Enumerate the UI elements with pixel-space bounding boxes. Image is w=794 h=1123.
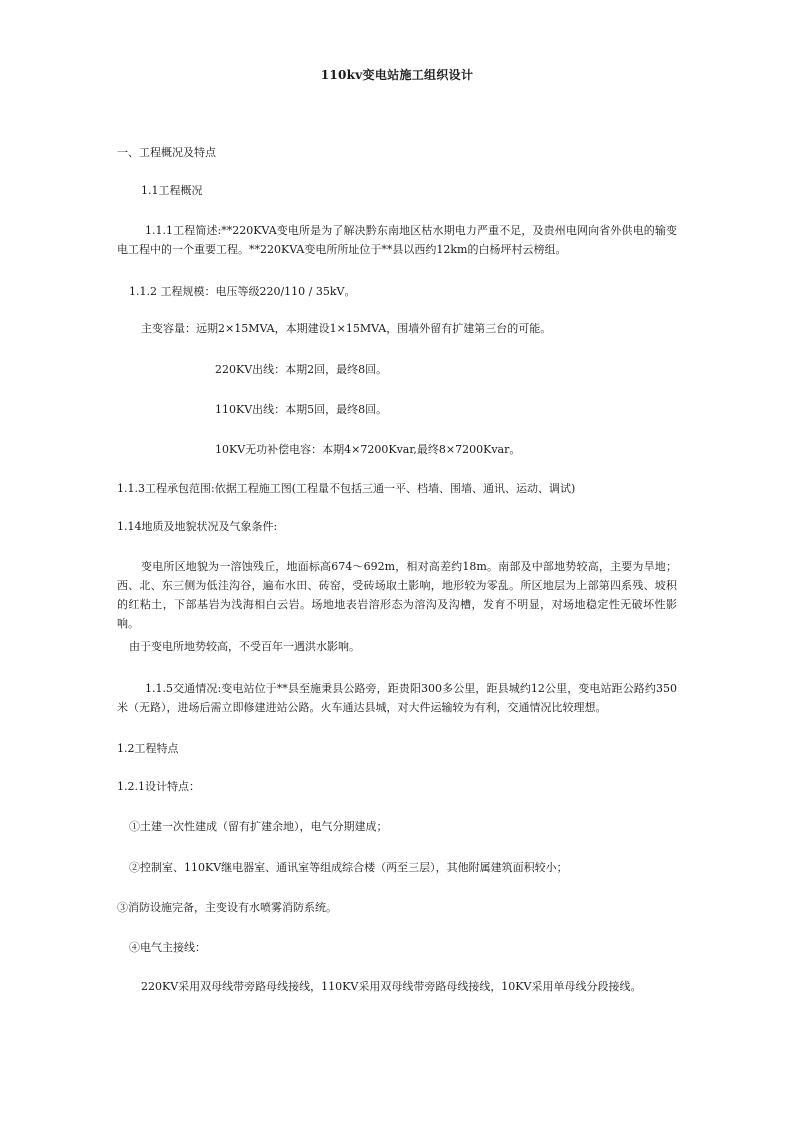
document-title: 110kv变电站施工组织设计 — [320, 68, 474, 82]
paragraph-220kv-lines: 220KV出线：本期2回，最终8回。 — [215, 363, 388, 376]
section-heading-1: 一、工程概况及特点 — [117, 146, 216, 159]
paragraph-geology: 变电所区地貌为一溶蚀残丘，地面标高674～692m，相对高差约18m。南部及中部地势较高，主要为旱地；西、北、东三侧为低洼沟谷，遍布水田、砖窑，受砖场取土影响，地形较为零乱。所区地层为上部第四系残、坡积的红粘土，下部基岩为浅海相白云岩。场地地表岩溶形态为溶沟及沟槽，发育不明显，对场地稳定性无破坏性影响。 — [117, 560, 677, 630]
paragraph-10kv-capacitor: 10KV无功补偿电容：本期4×7200Kvar,最终8×7200Kvar。 — [215, 443, 521, 456]
section-heading-1-2: 1.2工程特点 — [117, 742, 179, 755]
list-item-1: ①土建一次性建成（留有扩建余地），电气分期建成； — [129, 820, 388, 833]
paragraph-1-1-4: 1.14地质及地貌状况及气象条件: — [117, 520, 278, 533]
list-item-4: ④电气主接线： — [129, 941, 206, 954]
list-item-2: ②控制室、110KV继电器室、通讯室等组成综合楼（两至三层），其他附属建筑面积较小； — [129, 861, 568, 874]
paragraph-main-transformer: 主变容量：远期2×15MVA，本期建设1×15MVA，围墙外留有扩建第三台的可能。 — [141, 322, 552, 335]
paragraph-1-1-3: 1.1.3工程承包范围:依据工程施工图(工程量不包括三通一平、档墙、围墙、通讯、运动、调试) — [117, 482, 576, 495]
paragraph-1-1-2: 1.1.2 工程规模：电压等级220/110 / 35kV。 — [129, 285, 356, 298]
paragraph-110kv-lines: 110KV出线：本期5回，最终8回。 — [215, 403, 388, 416]
paragraph-1-1-5: 1.1.5交通情况:变电站位于**县至施秉县公路旁，距贵阳300多公里，距县城约12公里，变电站距公路约350米（无路），进场后需立即修建进站公路。火车通达县城，对大件运输较为有利，交通情况比较理想。 — [117, 682, 677, 714]
paragraph-1-1-1: 1.1.1工程简述:**220KVA变电所是为了解决黔东南地区枯水期电力严重不足，及贵州电网向省外供电的输变电工程中的一个重要工程。**220KVA变电所所址位于**县以西约12km的白杨坪村云榜组。 — [117, 224, 677, 256]
paragraph-1-2-1: 1.2.1设计特点： — [117, 780, 200, 793]
section-heading-1-1: 1.1工程概况 — [141, 184, 203, 197]
list-item-3: ③消防设施完备，主变设有水喷雾消防系统。 — [117, 901, 337, 914]
paragraph-flood: 由于变电所地势较高，不受百年一遇洪水影响。 — [129, 640, 360, 653]
paragraph-wiring: 220KV采用双母线带旁路母线接线，110KV采用双母线带旁路母线接线，10KV采用单母线分段接线。 — [141, 980, 642, 993]
